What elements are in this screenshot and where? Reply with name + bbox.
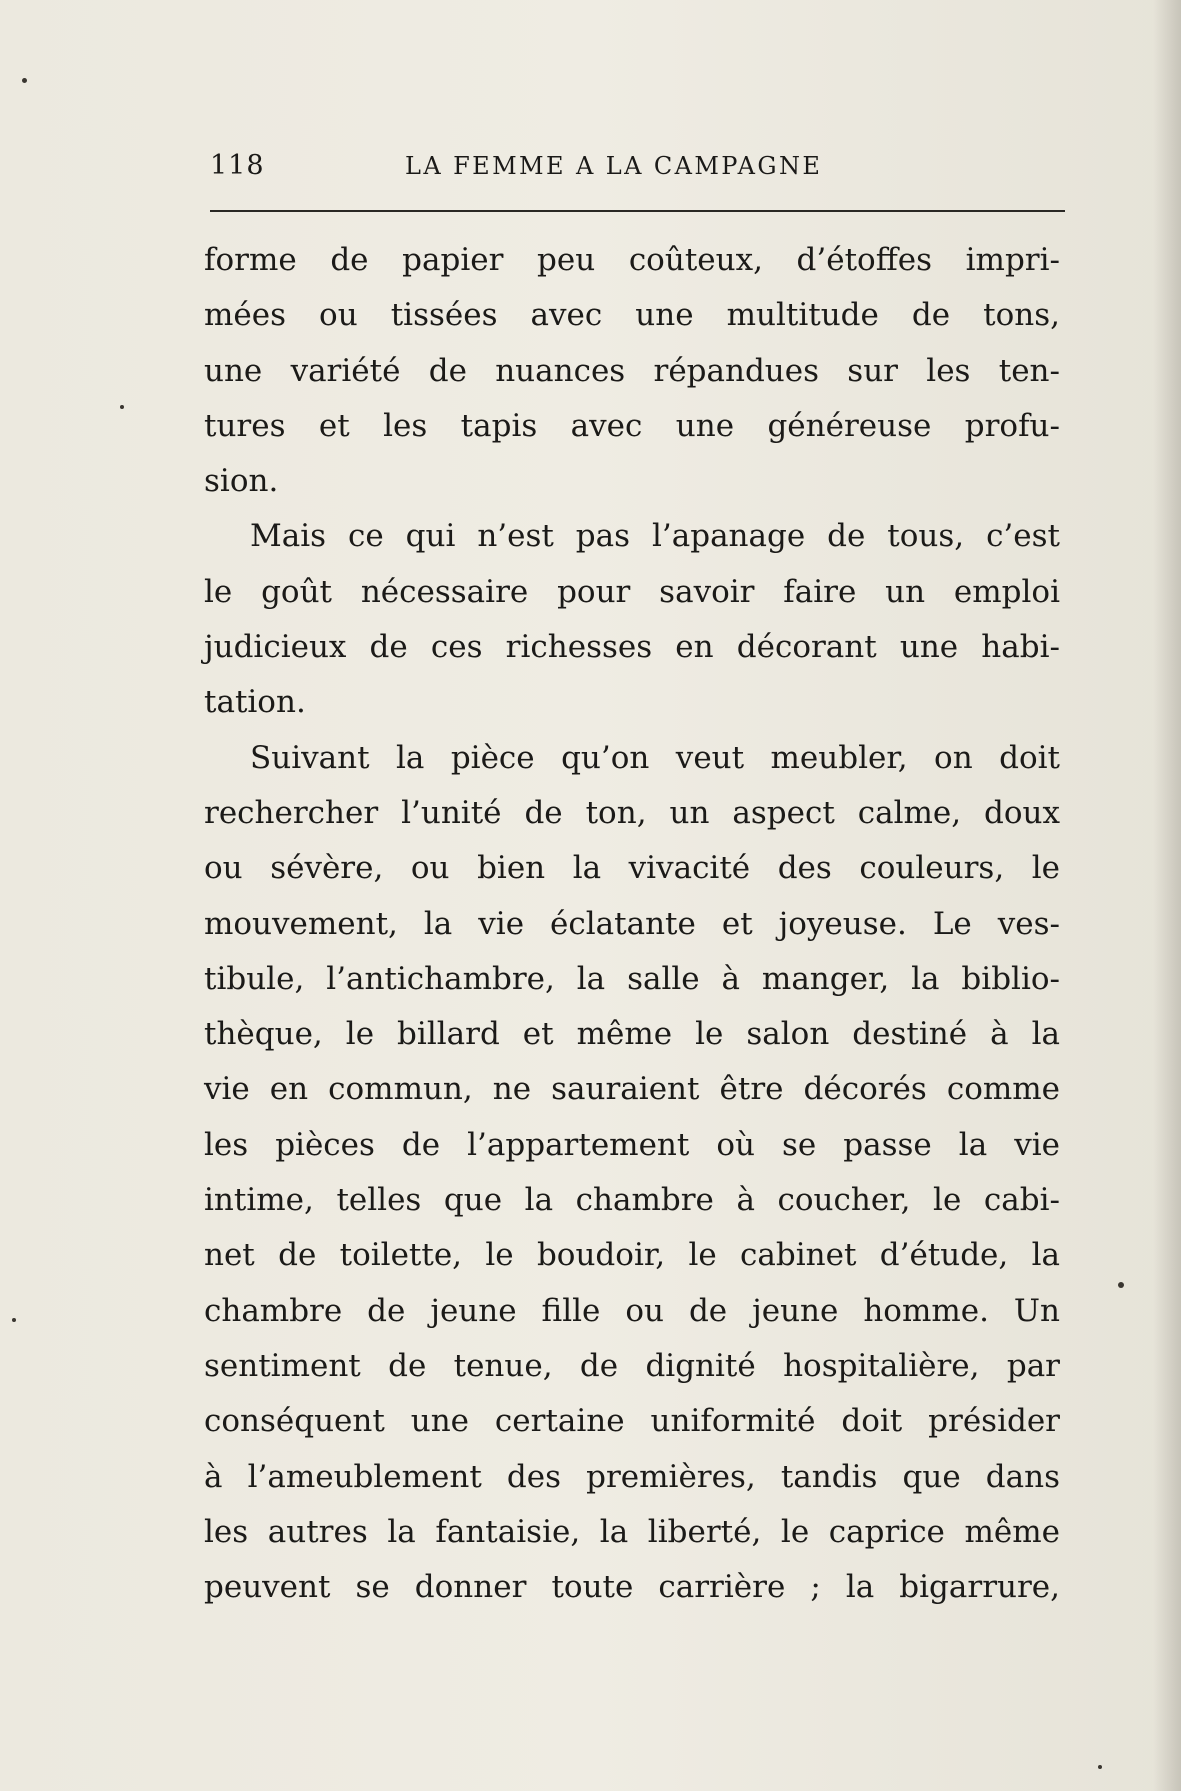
text-line: les pièces de l’appartement où se passe la vie bbox=[204, 1126, 1060, 1163]
text-line: mouvement, la vie éclatante et joyeuse. Le ves- bbox=[204, 905, 1060, 942]
text-line: tation. bbox=[204, 684, 306, 721]
paper-speck bbox=[1098, 1765, 1102, 1769]
paper-speck bbox=[120, 405, 124, 409]
text-line: à l’ameublement des premières, tandis que dans bbox=[204, 1458, 1060, 1495]
text-line: une variété de nuances répandues sur les ten- bbox=[204, 352, 1060, 389]
text-line: ou sévère, ou bien la vivacité des couleurs, le bbox=[204, 850, 1060, 887]
text-line: conséquent une certaine uniformité doit présider bbox=[204, 1403, 1060, 1440]
paper-speck bbox=[1118, 1282, 1124, 1288]
text-line: net de toilette, le boudoir, le cabinet d’étude, la bbox=[204, 1237, 1060, 1274]
page-number: 118 bbox=[210, 150, 265, 181]
text-line: sion. bbox=[204, 463, 279, 500]
text-line: vie en commun, ne sauraient être décorés comme bbox=[204, 1071, 1060, 1108]
text-line: Mais ce qui n’est pas l’apanage de tous, c’est bbox=[250, 518, 1060, 555]
text-line: tures et les tapis avec une généreuse profu- bbox=[204, 407, 1060, 444]
body-text bbox=[204, 233, 1060, 1615]
text-line: intime, telles que la chambre à coucher, le cabi- bbox=[204, 1182, 1060, 1219]
page-edge-shadow bbox=[1153, 0, 1181, 1791]
text-line: sentiment de tenue, de dignité hospitalière, par bbox=[204, 1347, 1060, 1384]
running-title: LA FEMME A LA CAMPAGNE bbox=[405, 152, 823, 180]
text-line: chambre de jeune fille ou de jeune homme. Un bbox=[204, 1292, 1060, 1329]
paper-speck bbox=[22, 78, 27, 83]
text-line: judicieux de ces richesses en décorant une habi- bbox=[204, 629, 1060, 666]
text-line: mées ou tissées avec une multitude de tons, bbox=[204, 297, 1060, 334]
running-head bbox=[210, 150, 1065, 190]
text-line: le goût nécessaire pour savoir faire un emploi bbox=[204, 573, 1060, 610]
header-rule bbox=[210, 210, 1065, 212]
text-line: tibule, l’antichambre, la salle à manger, la biblio- bbox=[204, 960, 1060, 997]
text-line: forme de papier peu coûteux, d’étoffes impri- bbox=[204, 242, 1060, 278]
paper-speck bbox=[12, 1318, 16, 1322]
text-line: thèque, le billard et même le salon destiné à la bbox=[204, 1016, 1060, 1053]
text-line: Suivant la pièce qu’on veut meubler, on doit bbox=[250, 739, 1060, 776]
text-line: peuvent se donner toute carrière ; la bigarrure, bbox=[204, 1569, 1060, 1606]
text-line: rechercher l’unité de ton, un aspect calme, doux bbox=[204, 794, 1060, 831]
text-line: les autres la fantaisie, la liberté, le caprice même bbox=[204, 1513, 1060, 1550]
